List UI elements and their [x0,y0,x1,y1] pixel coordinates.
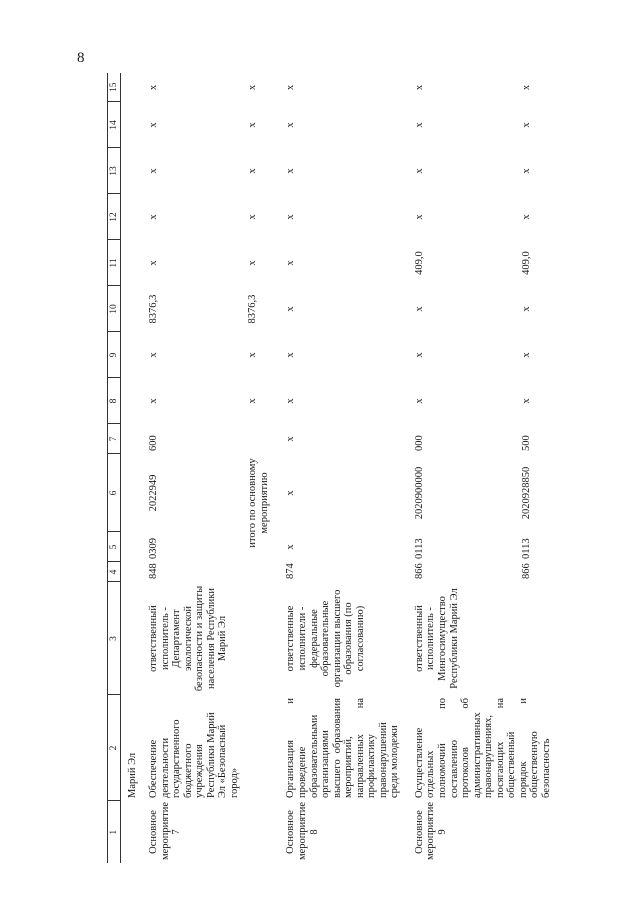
continuation-row [121,73,147,863]
col-number: 9 [108,332,121,378]
activity-name: Осуществление отдельных полномочий по составлению протоколов об административных правонарушениях, посягающих на общественный порядок и общественную безопасность [413,698,552,798]
cell-vr: 000 [413,435,425,451]
activity-number: Основное мероприятие 8 [285,802,320,860]
cell-value: x [285,84,297,91]
cell-value: x [285,214,297,220]
table-row [271,73,401,863]
cell-value: x [285,168,297,174]
cell-value: 409,0 [413,251,425,275]
program-activities-table [107,73,553,863]
cell-value: x [247,214,259,220]
cell-value: x [285,398,297,404]
cell-value: x [147,122,159,128]
cell-value: x [285,352,297,358]
col-number: 7 [108,424,121,454]
cell-value: x [247,398,259,404]
col-number: 11 [108,240,121,286]
cell-value: x [285,122,297,128]
col-number: 2 [108,695,121,801]
page-number: 8 [77,50,85,66]
col-number: 5 [108,532,121,562]
cell-value: x [247,260,259,266]
cell-vr: x [285,436,297,442]
cell-value: x [520,214,532,220]
cell-value: x [520,122,532,128]
cell-csr: 2020900000 [413,466,425,520]
column-number-row [108,73,121,863]
col-number: 1 [108,801,121,863]
cell-value: 8376,3 [247,294,259,324]
cell-value: 8376,3 [147,294,159,324]
cell-value: x [520,352,532,358]
cell-value: 409,0 [520,251,532,275]
table-row [402,73,520,863]
cell-value: x [413,168,425,174]
total-label: итого по основному мероприятию [247,458,270,548]
executor: ответственный исполнитель - Мингосимущество Республики Марий Эл [413,588,460,689]
cell-rzpr: 0113 [520,538,532,559]
cell-value: x [413,398,425,404]
activity-number: Основное мероприятие 7 [147,802,183,860]
col-number: 12 [108,194,121,240]
cell-grbs: 866 [520,563,532,579]
cell-csr: 2022949 [147,474,159,512]
cell-rzpr: 0309 [147,538,159,559]
cell-grbs: 866 [413,563,425,579]
executor: ответственный исполнитель - Департамент экологической безопасности и защиты населения Республики Марий Эл [147,585,229,692]
cell-value: x [413,122,425,128]
activity-name: Обеспечение деятельности государственного бюджетного учреждения Республики Марий Эл «Безопасный город» [147,712,240,798]
cell-value: x [413,214,425,220]
col-number: 8 [108,378,121,424]
cell-vr: 600 [147,435,159,451]
cell-csr: x [285,490,297,496]
cell-rzpr: x [285,544,297,550]
col-number: 14 [108,102,121,148]
executor: ответственные исполнители - федеральные образовательные организации высшего образования (по согласованию) [285,589,366,688]
cell-value: x [147,214,159,220]
continued-text: Марий Эл [127,752,139,798]
cell-value: x [520,168,532,174]
cell-grbs: 874 [285,563,297,579]
col-number: 3 [108,582,121,695]
cell-value: x [147,84,159,91]
table-row-total [241,73,271,863]
cell-value: x [247,84,259,91]
cell-value: x [247,352,259,358]
cell-value: x [247,168,259,174]
cell-csr: 2020928850 [520,466,532,520]
col-number: 4 [108,562,121,582]
table-row [147,73,241,863]
cell-grbs: 848 [147,563,159,579]
cell-value: x [147,260,159,266]
cell-value: x [147,398,159,404]
cell-value: x [520,84,532,91]
activity-number: Основное мероприятие 9 [413,802,449,860]
activity-name: Организация и проведение образовательными организациями высшего образования мероприятий, направленных на профилактику правонарушений среди молодежи [285,698,401,798]
col-number: 15 [108,73,121,102]
cell-value: x [247,122,259,128]
cell-value: x [147,168,159,174]
cell-value: x [147,352,159,358]
col-number: 6 [108,454,121,532]
cell-value: x [413,352,425,358]
cell-rzpr: 0113 [413,538,425,559]
cell-value: x [413,84,425,91]
cell-value: x [520,398,532,404]
col-number: 13 [108,148,121,194]
cell-value: x [520,306,532,312]
cell-value: x [285,306,297,312]
cell-value: x [285,260,297,266]
col-number: 10 [108,286,121,332]
cell-vr: 500 [520,435,532,451]
cell-value: x [413,306,425,312]
